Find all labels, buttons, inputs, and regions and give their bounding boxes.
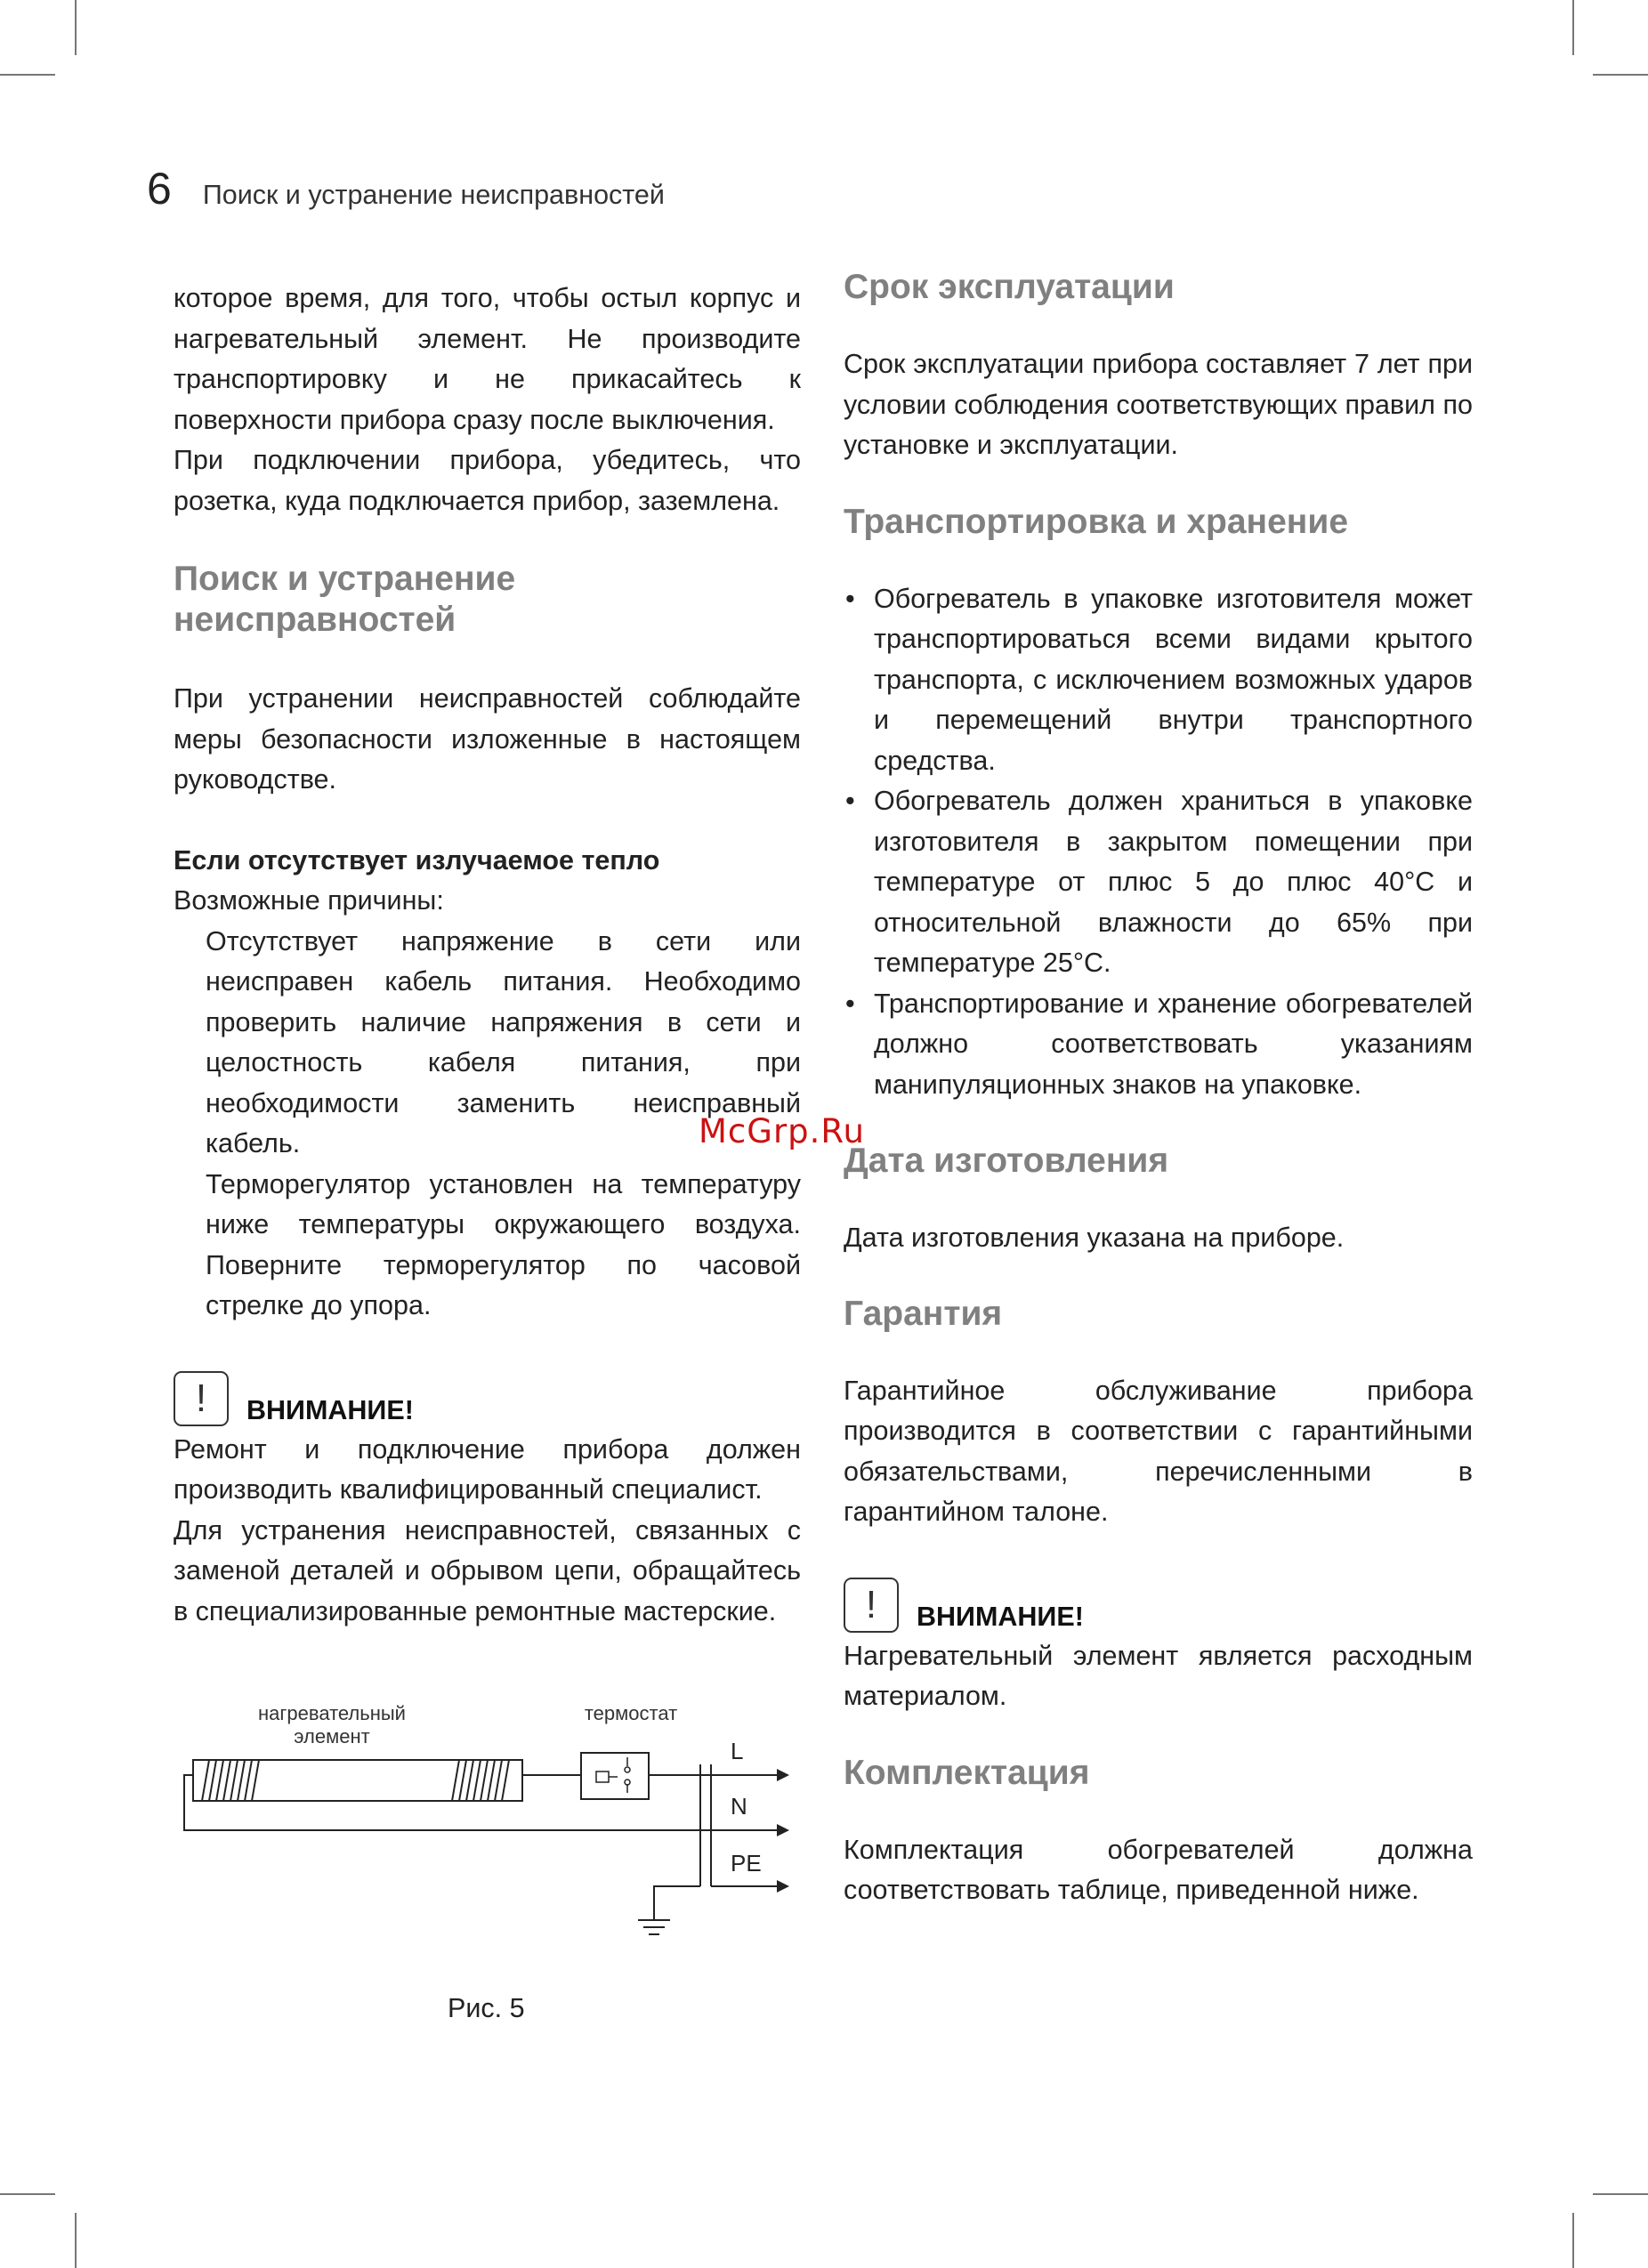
kit-text: Комплектация обогревателей должна соответствовать таблице, приведенной ниже. — [844, 1834, 1473, 1905]
watermark: McGrp.Ru — [699, 1112, 865, 1150]
crop-mark — [75, 0, 77, 55]
figure-caption: Рис. 5 — [448, 1993, 525, 2023]
warning-header — [174, 1371, 801, 1426]
crop-mark — [0, 74, 55, 76]
section-title: Поиск и устранение неисправностей — [202, 180, 665, 210]
crop-mark — [75, 2213, 77, 2268]
transport-item: • Обогреватель должен храниться в упаковке изготовителя в закрытом помещении при температуре от плюс 5 до плюс 40°С и относительной влажности до 65% при температуре 25°С. — [844, 781, 1473, 984]
intro-paragraph-2: При подключении прибора, убедитесь, что розетка, куда подключается прибор, заземлена. — [174, 445, 801, 516]
right-column — [844, 267, 1473, 1911]
heating-coil-left — [202, 1760, 259, 1801]
causes-label: Возможные причины: — [174, 885, 444, 916]
warning-title: ВНИМАНИЕ! — [246, 1394, 414, 1425]
line-L-label: L — [731, 1738, 744, 1764]
warning-header — [844, 1578, 1473, 1633]
transport-item: • Транспортирование и хранение обогревателей должно соответствовать указаниям манипуляционных знаков на упаковке. — [844, 984, 1473, 1106]
page-header — [147, 163, 665, 214]
thermostat-label: термостат — [584, 1702, 678, 1724]
manufacture-text: Дата изготовления указана на приборе. — [844, 1223, 1345, 1253]
warning-title: ВНИМАНИЕ! — [917, 1601, 1084, 1632]
service-life-heading: Срок эксплуатации — [844, 268, 1175, 306]
left-column — [174, 278, 801, 1632]
transport-heading: Транспортировка и хранение — [844, 502, 1349, 541]
no-heat-title: Если отсутствует излучаемое тепло — [174, 844, 660, 876]
thermostat — [581, 1753, 649, 1799]
page-number: 6 — [147, 164, 172, 214]
line-N-label: N — [731, 1793, 747, 1820]
warning-paragraph-2: Для устранения неисправностей, связанных с заменой деталей и обрывом цепи, обращайтесь в специализированные ремонтные мастерские. — [174, 1514, 801, 1626]
transport-item: • Обогреватель в упаковке изготовителя может транспортироваться всеми видами крытого транспорта, с исключением возможных ударов и перемещений внутри транспортного средства. — [844, 579, 1473, 782]
crop-mark — [1593, 2193, 1648, 2195]
line-PE-label: PE — [731, 1850, 762, 1877]
crop-mark — [1572, 0, 1574, 55]
exclamation-icon: ! — [844, 1578, 899, 1633]
wiring-diagram — [174, 1695, 814, 1962]
intro-paragraph-1: которое время, для того, чтобы остыл корпус и нагревательный элемент. Не производите транспортировку и не прикасайтесь к поверхности прибора сразу после выключения. — [174, 283, 801, 435]
crop-mark — [0, 2193, 55, 2195]
service-life-text: Срок эксплуатации прибора составляет 7 лет при условии соблюдения соответствующих правил по установке и эксплуатации. — [844, 349, 1473, 460]
warning-paragraph-1: Ремонт и подключение прибора должен производить квалифицированный специалист. — [174, 1433, 801, 1505]
heater-label: элемент — [294, 1725, 370, 1747]
warranty-heading: Гарантия — [844, 1294, 1003, 1333]
kit-heading: Комплектация — [844, 1753, 1090, 1792]
exclamation-icon: ! — [174, 1371, 229, 1426]
troubleshoot-text: При устранении неисправностей соблюдайте меры безопасности изложенные в настоящем руководстве. — [174, 683, 801, 795]
crop-mark — [1593, 74, 1648, 76]
cause-item: Отсутствует напряжение в сети или неисправен кабель питания. Необходимо проверить наличие напряжения в сети и целостность кабеля питания, при необходимости заменить неисправный кабель. — [206, 925, 801, 1158]
manufacture-heading: Дата изготовления — [844, 1142, 1169, 1180]
warning-text: Нагревательный элемент является расходным материалом. — [844, 1640, 1473, 1711]
heating-coil-right — [452, 1760, 509, 1801]
crop-mark — [1572, 2213, 1574, 2268]
troubleshoot-heading: Поиск и устранение неисправностей — [174, 560, 516, 639]
transport-list — [844, 579, 1473, 1106]
cause-item: Терморегулятор установлен на температуру ниже температуры окружающего воздуха. Поверните терморегулятор по часовой стрелке до упора. — [206, 1168, 801, 1320]
warranty-text: Гарантийное обслуживание прибора производится в соответствии с гарантийными обязательствами, перечисленными в гарантийном талоне. — [844, 1375, 1473, 1527]
heater-label: нагревательный — [258, 1702, 406, 1724]
